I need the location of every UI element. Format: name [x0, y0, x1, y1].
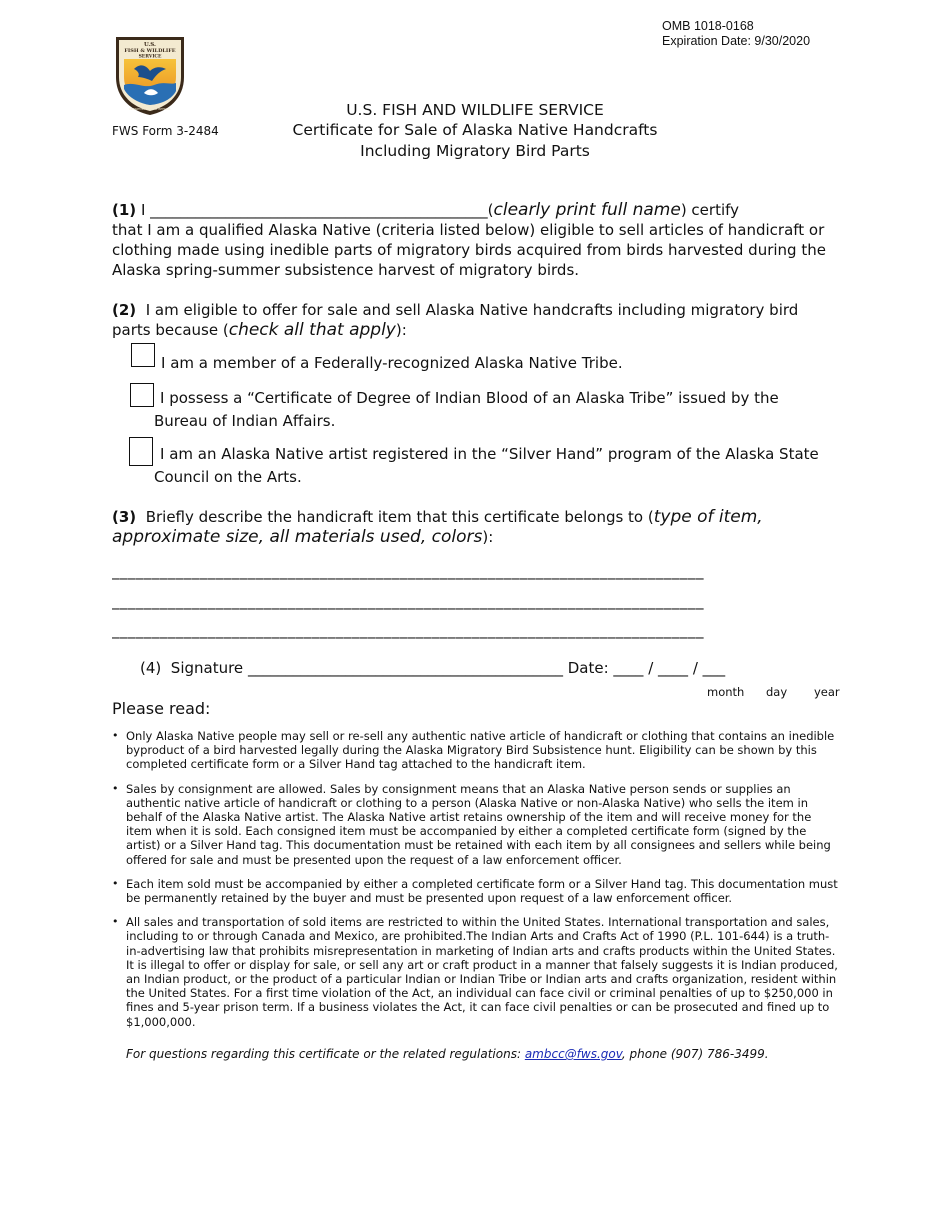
- date-month-field[interactable]: ____: [613, 659, 644, 677]
- year-label: year: [814, 685, 840, 699]
- footer-text: For questions regarding this certificate or the related regulations:: [126, 1047, 525, 1061]
- date-label: Date:: [567, 659, 609, 677]
- section-4-number: (4): [140, 659, 162, 677]
- section-1-first-line: [112, 200, 837, 220]
- logo-text-top: U.S.: [144, 42, 156, 48]
- list-item: • Sales by consignment are allowed. Sales by consignment means that an Alaska Native person sends or supplies an authentic native article of handicraft or clothing to a person (Alaska Native or non-Alaska Native) who sells the item in behalf of the Alaska Native artist. The Alaska Native artist retains ownership of the item and will receive money for the item when it is sold. Each consigned item must be accompanied by either a completed certificate form (signed by the artist) or a Silver Hand tag. This documentation must be retained with each item by all consignees and sellers while being offered for sale and must be presented upon the request of a law enforcement officer.: [112, 782, 839, 867]
- section-1: [112, 200, 837, 280]
- full-name-hint: clearly print full name: [493, 200, 681, 220]
- list-item: • Each item sold must be accompanied by either a completed certificate form or a Silver Hand tag. This documentation must be permanently retained by the buyer and must be presented upon request of a law enforcement officer.: [112, 877, 839, 905]
- form-number: FWS Form 3-2484: [112, 124, 219, 138]
- month-label: month: [707, 685, 745, 699]
- logo-ring-text: DEPARTMENT OF THE INTERIOR: [129, 108, 171, 111]
- description-line-2[interactable]: __________________________________________________________________________: [112, 592, 704, 610]
- expiration-date: Expiration Date: 9/30/2020: [662, 34, 811, 48]
- omb-number: OMB 1018-0168: [662, 19, 754, 33]
- section-2-number: (2): [112, 301, 137, 319]
- date-year-field[interactable]: ___: [702, 659, 726, 677]
- signature-field[interactable]: __________________________________________: [247, 659, 563, 677]
- day-label: day: [766, 685, 788, 699]
- signature-row: [140, 659, 840, 677]
- checkbox-tribe-member[interactable]: [131, 343, 155, 367]
- section-2-text: I am eligible to offer for sale and sell Alaska Native handcrafts including migratory bird parts because (: [112, 301, 799, 339]
- section-3-hint: type of item, approximate size, all materials used, colors: [112, 507, 763, 547]
- full-name-field[interactable]: _____________________________________________: [150, 201, 488, 219]
- date-day-field[interactable]: ____: [658, 659, 689, 677]
- section-1-number: (1): [112, 201, 137, 219]
- section-3-number: (3): [112, 508, 137, 526]
- date-separator: /: [692, 659, 698, 677]
- agency-title: U.S. FISH AND WILDLIFE SERVICE: [346, 101, 604, 119]
- section-3-close: ):: [482, 528, 494, 546]
- paren-open: (: [487, 201, 494, 219]
- list-item: • Only Alaska Native people may sell or re-sell any authentic native article of handicraft or clothing that contains an inedible byproduct of a bird harvested legally during the Alaska Migratory Bird Subsistence hunt. Eligibility can be shown by this completed certificate form or a Silver Hand tag attached to the handicraft item.: [112, 729, 839, 772]
- please-read-heading: Please read:: [112, 699, 211, 718]
- please-read-list: [112, 729, 839, 1039]
- form-title-line1: Certificate for Sale of Alaska Native Handcrafts: [292, 121, 658, 139]
- section-3: [112, 507, 837, 547]
- section-2: [112, 300, 837, 340]
- form-title-line2: Including Migratory Bird Parts: [360, 142, 590, 160]
- omb-block: [662, 19, 810, 49]
- description-line-1[interactable]: __________________________________________________________________________: [112, 562, 704, 580]
- list-item: • All sales and transportation of sold items are restricted to within the United States. International transportation and sales, including to or through Canada and Mexico, are prohibited.The Indian Arts and Crafts Act of 1990 (P.L. 101-644) is a truth-in-advertising law that prohibits misrepresentation in marketing of Indian arts and crafts products within the United States. It is illegal to offer or display for sale, or sell any art or craft product in a manner that falsely suggests it is Indian produced, an Indian product, or the product of a particular Indian or Indian Tribe or Indian arts and crafts organization, resident within the United States. For a first time violation of the Act, an individual can face civil or criminal penalties of up to $250,000 in fines and 5-year prison term. If a business violates the Act, it can face civil penalties or can be prosecuted and fined up to $1,000,000.: [112, 915, 839, 1029]
- section-1-text: that I am a qualified Alaska Native (criteria listed below) eligible to sell articles of handicraft or clothing made using inedible parts of migratory birds acquired from birds harvested during the Alaska spring-summer subsistence harvest of migratory birds.: [112, 221, 826, 279]
- option-tribe-member: I am a member of a Federally-recognized Alaska Native Tribe.: [161, 354, 623, 372]
- signature-label: Signature: [170, 659, 244, 677]
- description-line-3[interactable]: __________________________________________________________________________: [112, 621, 704, 639]
- section-2-hint: check all that apply: [228, 320, 396, 340]
- option-silver-hand: I am an Alaska Native artist registered in the “Silver Hand” program of the Alaska State Council on the Arts.: [154, 445, 819, 486]
- section-1-certify: ) certify: [680, 201, 740, 219]
- section-3-text: Briefly describe the handicraft item that this certificate belongs to (: [145, 508, 654, 526]
- date-separator: /: [648, 659, 654, 677]
- option-indian-blood: I possess a “Certificate of Degree of Indian Blood of an Alaska Tribe” issued by the Bureau of Indian Affairs.: [154, 389, 779, 430]
- logo-text-mid: FISH & WILDLIFE: [124, 48, 176, 54]
- section-1-pre: I: [140, 201, 146, 219]
- email-link[interactable]: ambcc@fws.gov: [524, 1047, 622, 1061]
- section-2-close: ):: [395, 321, 407, 339]
- checkbox-silver-hand[interactable]: [129, 437, 153, 466]
- checkbox-indian-blood[interactable]: [130, 383, 154, 407]
- logo-text-bottom: SERVICE: [138, 54, 162, 60]
- footer-contact: [126, 1047, 769, 1061]
- fws-logo: [110, 33, 190, 117]
- footer-phone: , phone (907) 786-3499.: [621, 1047, 769, 1061]
